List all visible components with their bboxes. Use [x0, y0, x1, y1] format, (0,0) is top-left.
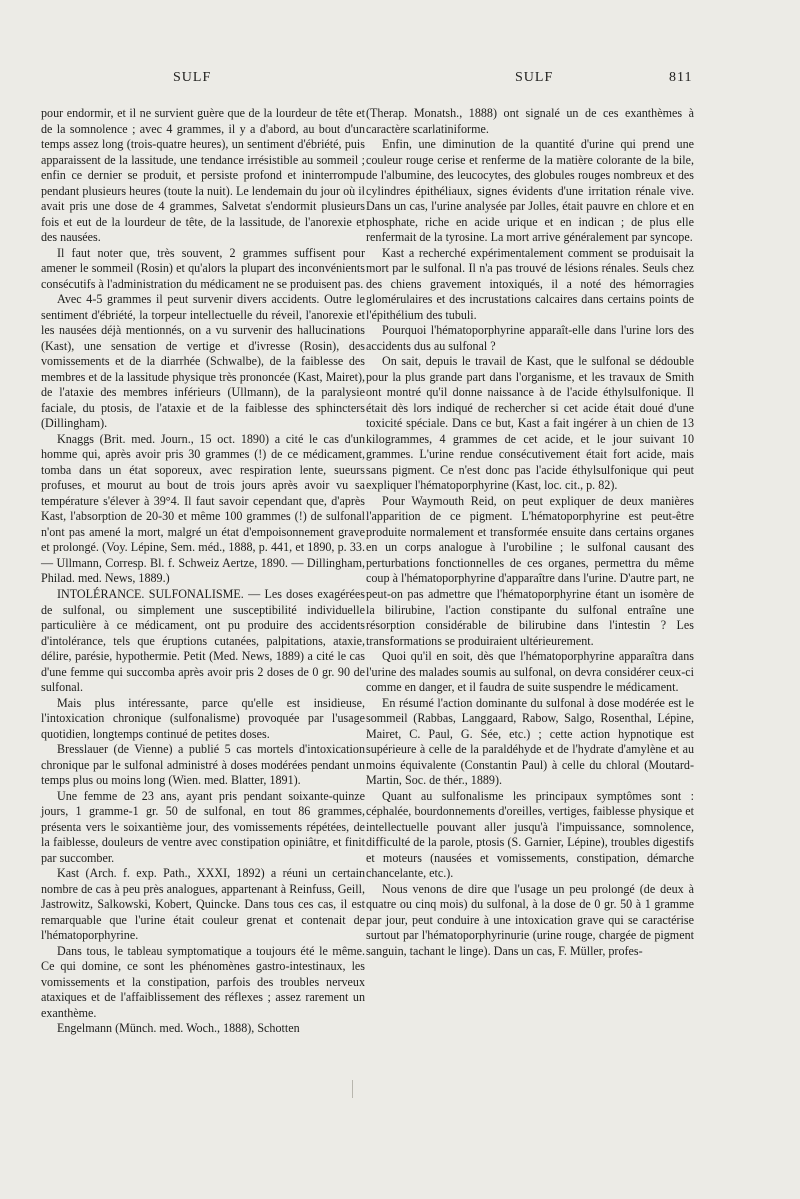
paragraph: On sait, depuis le travail de Kast, que le sulfonal se dédouble pour la plus grande part dans l'organisme, et les travaux de Smith ont montré qu'il donne naissance à de l'acide éthylsulfonique. Il était dès lors indiqué de rechercher si cet acide était doué d'une toxicité spéciale. Dans ce but, Kast a fait ingérer à un chien de 13 kilogrammes, 4 grammes de cet acide, et le jour suivant 10 grammes. L'urine rendue consécutivement était fort acide, mais sans pigment. Ce n'est donc pas l'acide éthylsulfonique qui peut expliquer l'hématoporphyrine (Kast, loc. cit., p. 82). [366, 354, 694, 493]
paragraph: Nous venons de dire que l'usage un peu prolongé (de deux à quatre ou cinq mois) du sulfonal, à la dose de 0 gr. 50 à 1 gramme par jour, peut conduire à une intoxication grave qui se caractérise surtout par l'hématoporphyrinurie (urine rouge, chargée de pigment sanguin, tachant le linge). Dans un cas, F. Müller, profes- [366, 881, 694, 958]
paragraph: En résumé l'action dominante du sulfonal à dose modérée est le sommeil (Rabbas, Langgaard, Rabow, Salgo, Rosenthal, Lépine, Mairet, C. Paul, G. Sée, etc.) ; cette action hypnotique est supérieure à celle de la paraldéhyde et de l'hydrate d'amylène et au moins équivalente (Constantin Paul) à celle du chloral (Moutard-Martin, Soc. de thér., 1889). [366, 695, 694, 788]
paragraph: Kast a recherché expérimentalement comment se produisait la mort par le sulfonal. Il n'a pas trouvé de lésions rénales. Seuls chez des chiens gravement intoxiqués, il a noté des hémorragies glomérulaires et des incrustations calcaires dans certains points de l'épithélium des tubuli. [366, 245, 694, 322]
paragraph: Kast (Arch. f. exp. Path., XXXI, 1892) a réuni un certain nombre de cas à peu près analogues, appartenant à Reinfuss, Geill, Jastrowitz, Salkowski, Kobert, Quincke. Dans tous ces cas, il est remarquable que l'urine était couleur grenat et contenait de l'hématoporphyrine. [41, 866, 365, 943]
running-header [0, 70, 800, 92]
right-column [366, 106, 694, 959]
paragraph: Pour Waymouth Reid, on peut expliquer de deux manières l'apparition de ce pigment. L'hématoporphyrine est peut-être produite normalement et transformée ensuite dans certains organes en un corps analogue à l'urobiline ; le sulfonal causant des perturbations fonctionnelles de ces organes, permettra du même coup à l'hématoporphyrine d'apparaître dans l'urine. D'autre part, ne peut-on pas admettre que l'hématoporphyrine étant un isomère de la bilirubine, l'action constipante du sulfonal entraîne une résorption considérable de bilirubine dans l'intestin ? Les transformations se produiraient ultérieurement. [366, 493, 694, 648]
paragraph: Quoi qu'il en soit, dès que l'hématoporphyrine apparaîtra dans l'urine des malades soumis au sulfonal, on devra considérer ceux-ci comme en danger, et il faudra de suite suspendre le médicament. [366, 649, 694, 695]
paragraph: Quant au sulfonalisme les principaux symptômes sont : céphalée, bourdonnements d'oreilles, vertiges, faiblesse physique et intellectuelle pouvant aller jusqu'à l'impuissance, somnolence, difficulté de la parole, ptosis (S. Garnier, Lépine), troubles digestifs et moteurs (nausées et vomissements, constipation, démarche chancelante, etc.). [366, 788, 694, 881]
paragraph: Pourquoi l'hématoporphyrine apparaît-elle dans l'urine lors des accidents dus au sulfonal ? [366, 323, 694, 353]
paragraph: INTOLÉRANCE. SULFONALISME. — Les doses exagérées de sulfonal, ou simplement une susceptibilité individuelle particulière à ce médicament, ont pu produire des accidents d'intolérance, tels que éruptions cutanées, palpitations, ataxie, délire, parésie, hypothermie. Petit (Med. News, 1889) a cité le cas d'une femme qui succomba après avoir pris 2 doses de 0 gr. 90 de sulfonal. [41, 586, 365, 695]
page-number: 811 [669, 70, 693, 85]
paragraph: Enfin, une diminution de la quantité d'urine qui prend une couleur rouge cerise et renferme de la matière colorante de la bile, de l'albumine, des leucocytes, des globules rouges nombreux et des cylindres épithéliaux, signes évidents d'une irritation rénale vive. Dans un cas, l'urine analysée par Jolles, était pauvre en chlore et en phosphate, riche en acide urique et en indican ; de plus elle renfermait de la tyrosine. La mort arrive généralement par syncope. [366, 137, 694, 245]
paragraph: Bresslauer (de Vienne) a publié 5 cas mortels d'intoxication chronique par le sulfonal administré à doses modérées pendant un temps plus ou moins long (Wien. med. Blatter, 1891). [41, 742, 365, 788]
paragraph: (Therap. Monatsh., 1888) ont signalé un de ces exanthèmes à caractère scarlatiniforme. [366, 106, 694, 136]
left-column [41, 106, 365, 1037]
paragraph: Engelmann (Münch. med. Woch., 1888), Schotten [57, 1021, 300, 1036]
left-running-title: SULF [173, 70, 212, 85]
paragraph: Dans tous, le tableau symptomatique a toujours été le même. Ce qui domine, ce sont les phénomènes gastro-intestinaux, les vomissements et la constipation, parfois des troubles nerveux ataxiques et de l'affaiblissement des réflexes ; assez rarement un exanthème. [41, 943, 365, 1020]
column-divider [352, 1080, 353, 1098]
paragraph: Knaggs (Brit. med. Journ., 15 oct. 1890) a cité le cas d'un homme qui, après avoir pris 30 grammes (!) de ce médicament, tomba dans un état soporeux, avec respiration lente, sueurs profuses, et mourut au bout de trois jours après avoir vu sa température s'élever à 39°4. Il faut savoir cependant que, d'après Kast, l'absorption de 20-30 et même 100 grammes (!) de sulfonal n'ont pas amené la mort, malgré un état d'empoisonnement grave et prolongé. (Voy. Lépine, Sem. méd., 1888, p. 441, et 1890, p. 33. — Ullmann, Corresp. Bl. f. Schweiz Aertze, 1890. — Dillingham, Philad. med. News, 1889.) [41, 431, 365, 586]
paragraph: Avec 4-5 grammes il peut survenir divers accidents. Outre le sentiment d'ébriété, la torpeur intellectuelle du réveil, l'anorexie et les nausées déjà mentionnés, on a vu survenir des hallucinations (Kast), une sensation de vertige et d'ivresse (Rosin), des vomissements et de la diarrhée (Schwalbe), de la faiblesse des membres et de la lassitude physique très prononcée (Kast, Mairet), de l'ataxie des membres inférieurs (Ullmann), de la paralysie faciale, du ptosis, de l'ataxie et de la faiblesse des sphincters (Dillingham). [41, 292, 365, 431]
paragraph: Il faut noter que, très souvent, 2 grammes suffisent pour amener le sommeil (Rosin) et qu'alors la plupart des inconvénients consécutifs à l'administration du médicament ne se produisent pas. [41, 245, 365, 291]
paragraph: Une femme de 23 ans, ayant pris pendant soixante-quinze jours, 1 gramme-1 gr. 50 de sulfonal, en tout 86 grammes, présenta vers le soixantième jour, des vomissements répétées, de la faiblesse, douleurs de ventre avec constipation opiniâtre, et finit par succomber. [41, 788, 365, 865]
paragraph: Mais plus intéressante, parce qu'elle est insidieuse, l'intoxication chronique (sulfonalisme) provoquée par l'usage quotidien, longtemps continué de petites doses. [41, 695, 365, 741]
paragraph: pour endormir, et il ne survient guère que de la lourdeur de tête et de la somnolence ; avec 4 grammes, il y a d'abord, au bout d'un temps assez long (trois-quatre heures), un sentiment d'ébriété, puis apparaissent de la lassitude, une tendance irrésistible au sommeil ; enfin ce dernier se produit, et persiste profond et ininterrompu pendant plusieurs heures (toute la nuit). Le lendemain du jour où il avait pris une dose de 4 grammes, Salvetat s'endormit plusieurs fois et eut de la lourdeur de tête, de la lassitude, de l'anorexie et des nausées. [41, 106, 365, 245]
right-running-title: SULF [515, 70, 554, 85]
